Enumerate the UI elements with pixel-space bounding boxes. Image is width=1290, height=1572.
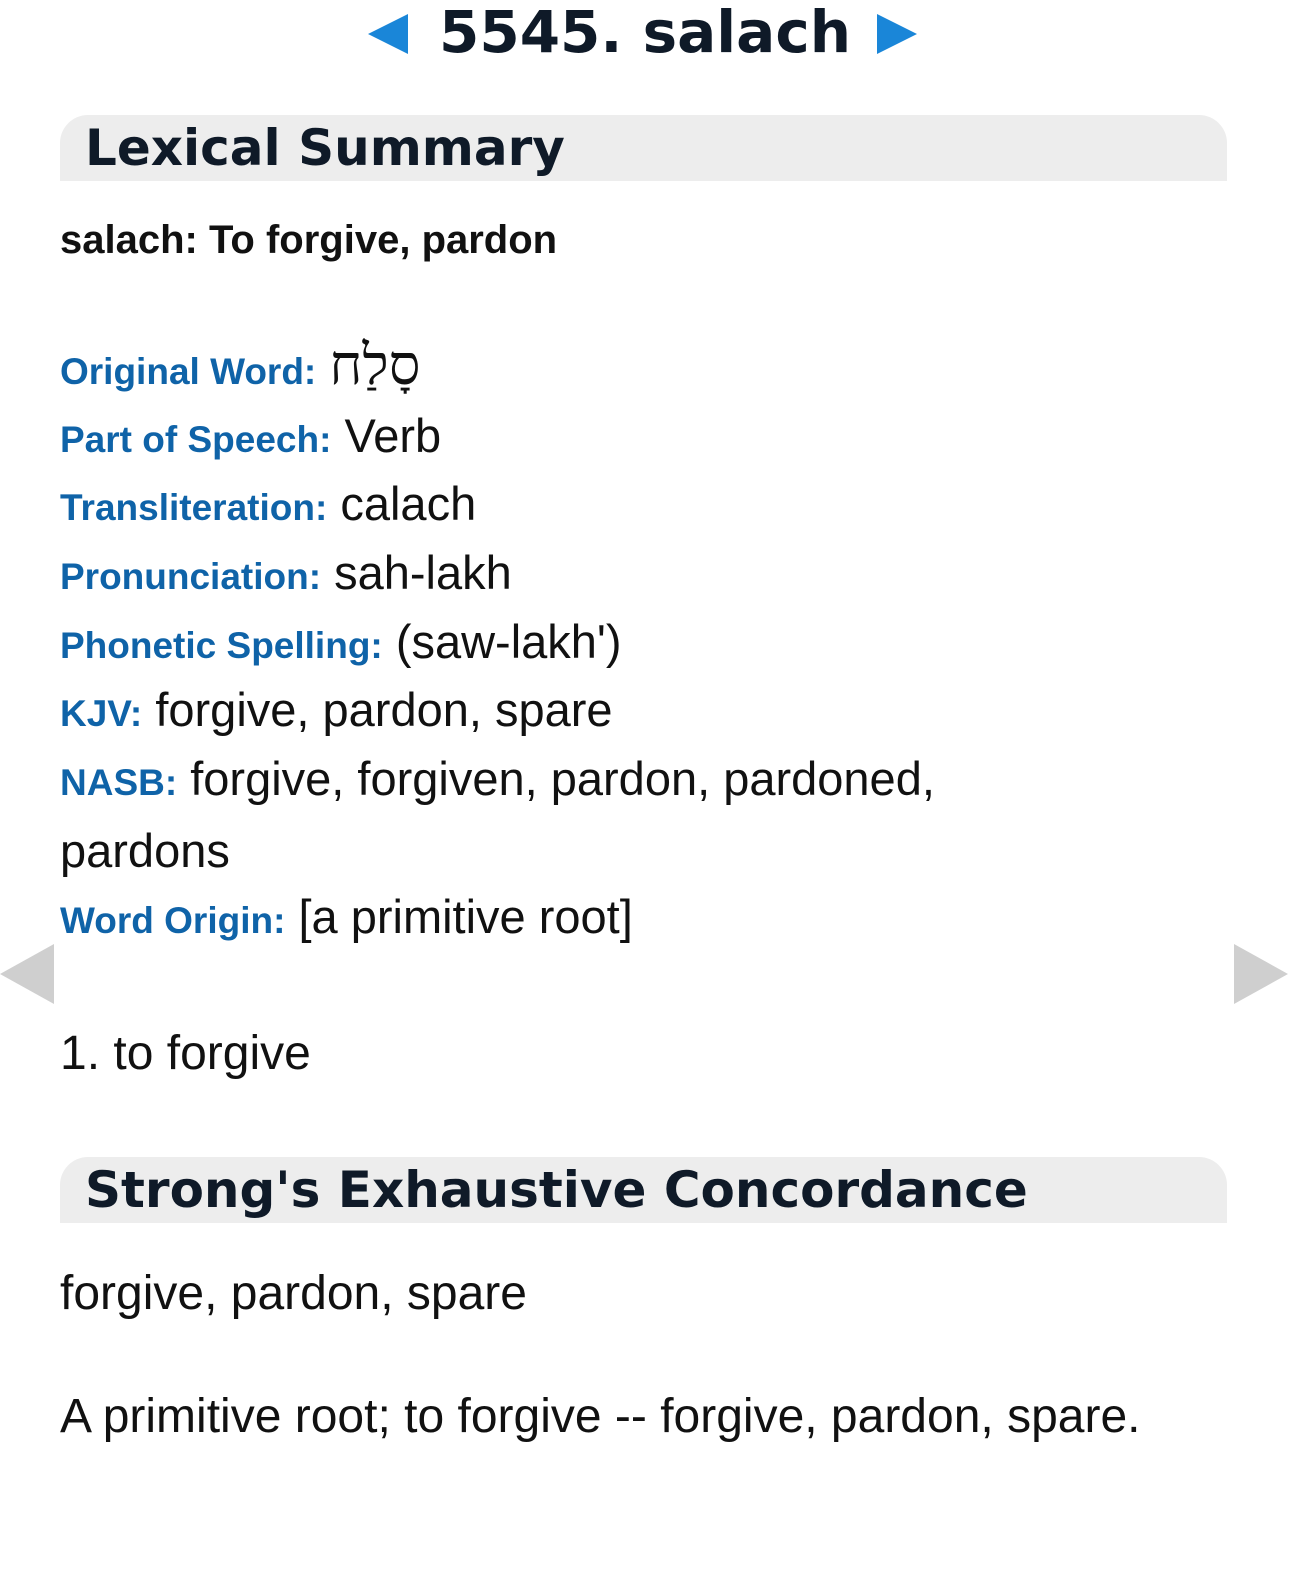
strongs-concordance-header — [60, 1157, 1227, 1223]
field-pronunciation — [60, 539, 1060, 611]
field-value: [a primitive root] — [298, 890, 633, 943]
definition-item: 1. to forgive — [60, 1027, 311, 1080]
field-value: Verb — [344, 409, 442, 462]
concordance-body: A primitive root; to forgive -- forgive, pardon, spare. — [60, 1390, 1141, 1443]
field-label: Transliteration: — [60, 487, 328, 528]
lexical-summary-heading: Lexical Summary — [85, 119, 565, 177]
field-transliteration — [60, 470, 1060, 542]
lexical-summary-header — [60, 115, 1227, 181]
entry-title: 5545. salach — [438, 0, 851, 66]
field-value: calach — [340, 477, 477, 530]
next-entry-triangle-right-icon[interactable] — [877, 14, 917, 54]
field-label: Phonetic Spelling: — [60, 625, 383, 666]
top-navigation — [0, 0, 1290, 64]
field-part-of-speech — [60, 402, 1060, 474]
summary-line: salach: To forgive, pardon — [60, 218, 558, 262]
field-value: forgive, forgiven, pardon, pardoned, pardons — [60, 752, 935, 877]
hebrew-word: סָלַח — [329, 333, 421, 398]
strongs-concordance-heading: Strong's Exhaustive Concordance — [85, 1161, 1028, 1219]
field-label: Pronunciation: — [60, 556, 322, 597]
previous-entry-triangle-left-icon[interactable] — [368, 14, 408, 54]
field-label: NASB: — [60, 762, 178, 803]
side-next-triangle-right-icon[interactable] — [1234, 944, 1288, 1004]
field-kjv — [60, 676, 1060, 748]
field-original-word — [60, 332, 1060, 406]
field-label: KJV: — [60, 693, 143, 734]
concordance-words: forgive, pardon, spare — [60, 1267, 527, 1320]
field-value: (saw-lakh') — [395, 615, 622, 668]
field-phonetic-spelling — [60, 608, 1060, 680]
field-label: Original Word: — [60, 351, 317, 392]
field-nasb — [60, 745, 1060, 885]
field-label: Word Origin: — [60, 900, 286, 941]
field-word-origin — [60, 883, 1060, 955]
field-value: sah-lakh — [334, 546, 512, 599]
field-label: Part of Speech: — [60, 419, 332, 460]
side-previous-triangle-left-icon[interactable] — [0, 944, 54, 1004]
field-value: forgive, pardon, spare — [155, 683, 613, 736]
